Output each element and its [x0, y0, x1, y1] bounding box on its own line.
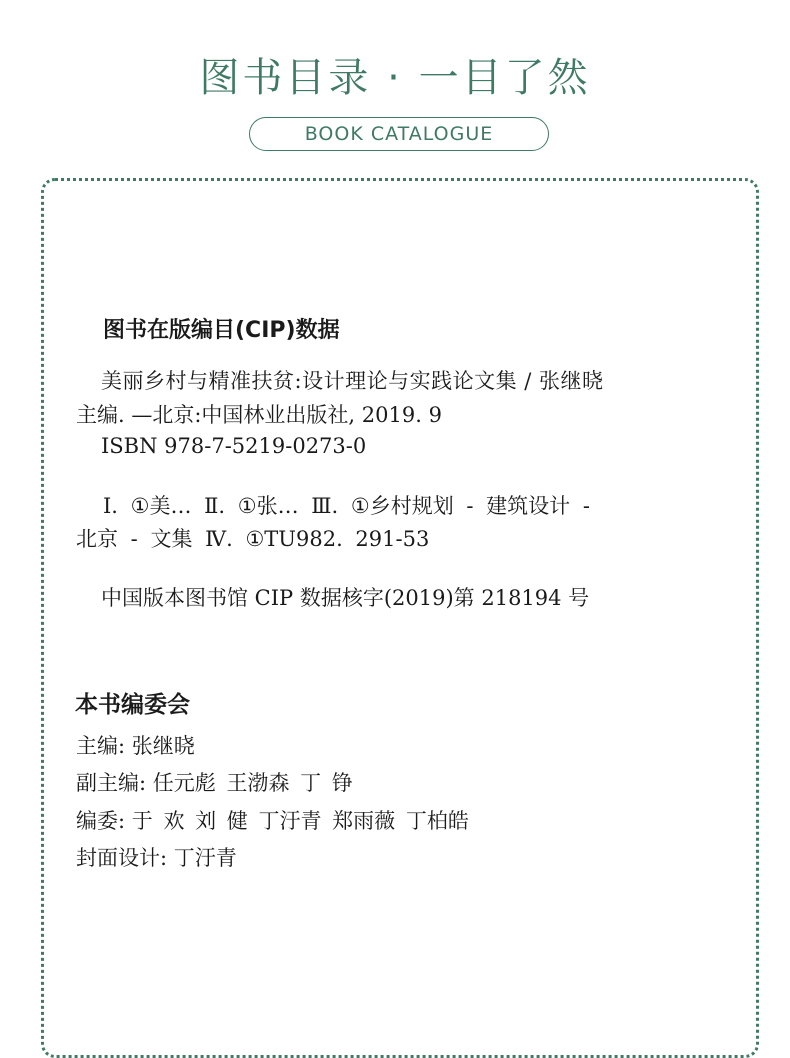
cip-line-publisher: 主编. —北京:中国林业出版社, 2019. 9: [76, 403, 442, 427]
catalogue-card: [41, 178, 759, 1058]
committee-row-members: [76, 806, 469, 836]
committee-value: 任元彪 王渤森 丁 铮: [152, 771, 353, 795]
committee-label: 封面设计:: [76, 846, 168, 870]
committee-value: 丁汙青: [173, 846, 237, 870]
committee-label: 副主编:: [76, 771, 147, 795]
committee-value: 张继晓: [131, 734, 195, 758]
cip-line-title: 美丽乡村与精准扶贫:设计理论与实践论文集 / 张继晓: [101, 369, 604, 393]
committee-value: 于 欢 刘 健 丁汙青 郑雨薇 丁柏皓: [131, 809, 469, 833]
cip-line-subjects-cont: 北京 - 文集 Ⅳ. ①TU982. 291-53: [76, 527, 430, 551]
page-title: 图书目录 · 一目了然: [199, 55, 591, 101]
committee-label: 主编:: [76, 734, 126, 758]
committee-heading: 本书编委会: [75, 692, 190, 718]
cip-line-subjects: Ⅰ. ①美… Ⅱ. ①张… Ⅲ. ①乡村规划 - 建筑设计 -: [103, 494, 590, 518]
cip-heading: 图书在版编目(CIP)数据: [103, 318, 340, 343]
cip-line-record: 中国版本图书馆 CIP 数据核字(2019)第 218194 号: [101, 586, 590, 610]
cip-line-isbn: ISBN 978-7-5219-0273-0: [101, 434, 367, 458]
committee-label: 编委:: [76, 809, 126, 833]
committee-row-cover: [76, 843, 237, 873]
committee-row-editor: [76, 731, 195, 761]
committee-row-deputy: [76, 768, 353, 798]
subtitle-badge: BOOK CATALOGUE: [249, 117, 549, 151]
